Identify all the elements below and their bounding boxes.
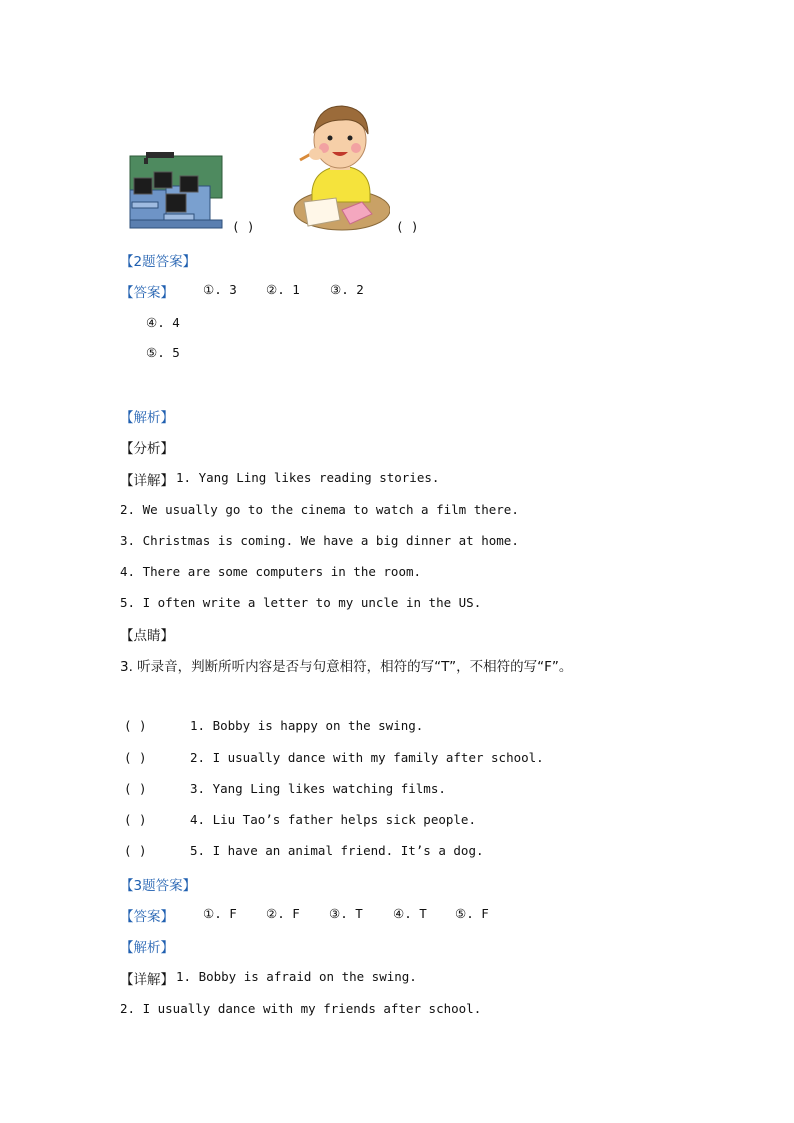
q3-answer-2: ②. F bbox=[266, 906, 300, 921]
q2-detail-4: 4. There are some computers in the room. bbox=[120, 564, 422, 579]
q2-detail-label: 【详解】 bbox=[120, 473, 174, 489]
q3-answer-5: ⑤. F bbox=[455, 906, 489, 921]
q2-answer-4: ④. 4 bbox=[146, 315, 180, 330]
q3-answer-label: 【答案】 bbox=[120, 909, 174, 925]
q3-analysis-label: 【解析】 bbox=[120, 940, 174, 956]
q3-item-5-text: 5. I have an animal friend. It’s a dog. bbox=[190, 843, 484, 858]
q2-answer-1: ①. 3 bbox=[203, 282, 237, 297]
image-2-blank[interactable]: ( ) bbox=[396, 219, 419, 234]
q3-item-3-blank[interactable]: ( ) bbox=[124, 781, 147, 796]
q3-answer-heading: 【3题答案】 bbox=[120, 878, 197, 894]
q3-answer-1: ①. F bbox=[203, 906, 237, 921]
q3-answer-3: ③. T bbox=[329, 906, 363, 921]
q2-answer-heading: 【2题答案】 bbox=[120, 254, 197, 270]
image-1-blank[interactable]: ( ) bbox=[232, 219, 255, 234]
boy-writing-illustration bbox=[290, 102, 390, 232]
q3-item-2-blank[interactable]: ( ) bbox=[124, 750, 147, 765]
q2-fenxi-label: 【分析】 bbox=[120, 441, 174, 457]
q3-detail-1: 1. Bobby is afraid on the swing. bbox=[176, 969, 417, 984]
q3-item-1-blank[interactable]: ( ) bbox=[124, 718, 147, 733]
q2-answer-3: ③. 2 bbox=[330, 282, 364, 297]
q2-dianjing-label: 【点睛】 bbox=[120, 628, 174, 644]
q3-answer-4: ④. T bbox=[393, 906, 427, 921]
q3-item-3-text: 3. Yang Ling likes watching films. bbox=[190, 781, 446, 796]
q2-detail-1: 1. Yang Ling likes reading stories. bbox=[176, 470, 440, 485]
q3-item-4-blank[interactable]: ( ) bbox=[124, 812, 147, 827]
computer-room-illustration bbox=[128, 150, 224, 230]
q3-item-1-text: 1. Bobby is happy on the swing. bbox=[190, 718, 424, 733]
q3-item-4-text: 4. Liu Tao’s father helps sick people. bbox=[190, 812, 476, 827]
q2-answer-5: ⑤. 5 bbox=[146, 345, 180, 360]
q3-detail-label: 【详解】 bbox=[120, 972, 174, 988]
q2-detail-2: 2. We usually go to the cinema to watch a film there. bbox=[120, 502, 519, 517]
q3-instruction: 3. 听录音，判断所听内容是否与句意相符，相符的写“T”，不相符的写“F”。 bbox=[120, 659, 573, 675]
q2-analysis-label: 【解析】 bbox=[120, 410, 174, 426]
q3-item-5-blank[interactable]: ( ) bbox=[124, 843, 147, 858]
q3-item-2-text: 2. I usually dance with my family after school. bbox=[190, 750, 544, 765]
q2-answer-2: ②. 1 bbox=[266, 282, 300, 297]
q2-detail-3: 3. Christmas is coming. We have a big dinner at home. bbox=[120, 533, 519, 548]
q2-answer-label: 【答案】 bbox=[120, 285, 174, 301]
q3-detail-2: 2. I usually dance with my friends after school. bbox=[120, 1001, 482, 1016]
q2-detail-5: 5. I often write a letter to my uncle in the US. bbox=[120, 595, 482, 610]
